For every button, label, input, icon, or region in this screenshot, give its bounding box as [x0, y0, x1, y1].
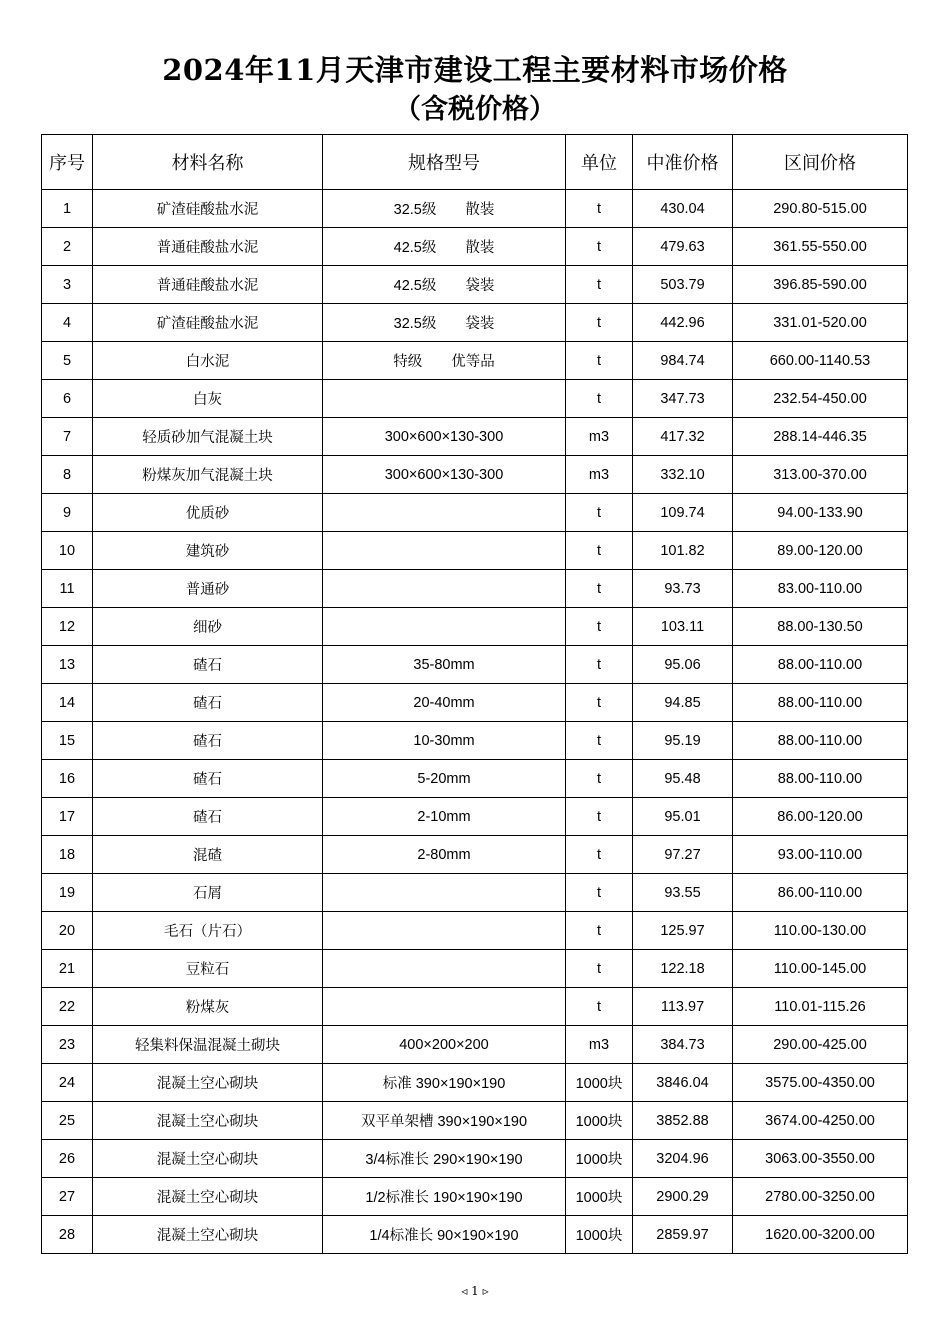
cell-material-name: 混凝土空心砌块	[93, 1216, 323, 1254]
cell-unit: 1000块	[566, 1178, 633, 1216]
cell-unit: m3	[566, 418, 633, 456]
cell-material-name: 粉煤灰加气混凝土块	[93, 456, 323, 494]
cell-range-price: 88.00-110.00	[733, 722, 908, 760]
cell-index: 27	[42, 1178, 93, 1216]
cell-spec	[323, 608, 566, 646]
cell-range-price: 3674.00-4250.00	[733, 1102, 908, 1140]
cell-spec: 2-80mm	[323, 836, 566, 874]
table-row	[42, 266, 908, 304]
table-row	[42, 342, 908, 380]
cell-spec	[323, 532, 566, 570]
cell-material-name: 豆粒石	[93, 950, 323, 988]
cell-mid-price: 103.11	[633, 608, 733, 646]
cell-spec: 400×200×200	[323, 1026, 566, 1064]
cell-material-name: 混凝土空心砌块	[93, 1064, 323, 1102]
cell-range-price: 3063.00-3550.00	[733, 1140, 908, 1178]
header-unit: 单位	[566, 135, 633, 190]
cell-material-name: 普通硅酸盐水泥	[93, 228, 323, 266]
table-row	[42, 228, 908, 266]
cell-index: 26	[42, 1140, 93, 1178]
cell-index: 14	[42, 684, 93, 722]
cell-range-price: 89.00-120.00	[733, 532, 908, 570]
cell-unit: t	[566, 304, 633, 342]
page-number: ◃ 1 ▹	[461, 1284, 489, 1298]
cell-index: 15	[42, 722, 93, 760]
cell-index: 12	[42, 608, 93, 646]
cell-spec: 32.5级 袋装	[323, 304, 566, 342]
table-row	[42, 456, 908, 494]
cell-unit: t	[566, 836, 633, 874]
cell-range-price: 1620.00-3200.00	[733, 1216, 908, 1254]
table-row	[42, 532, 908, 570]
cell-spec: 特级 优等品	[323, 342, 566, 380]
cell-material-name: 粉煤灰	[93, 988, 323, 1026]
cell-unit: t	[566, 494, 633, 532]
cell-mid-price: 95.19	[633, 722, 733, 760]
cell-material-name: 矿渣硅酸盐水泥	[93, 304, 323, 342]
cell-index: 4	[42, 304, 93, 342]
cell-range-price: 361.55-550.00	[733, 228, 908, 266]
table-row	[42, 380, 908, 418]
cell-unit: t	[566, 190, 633, 228]
cell-range-price: 86.00-120.00	[733, 798, 908, 836]
cell-spec	[323, 494, 566, 532]
table-row	[42, 988, 908, 1026]
page-title: 2024年11月天津市建设工程主要材料市场价格	[162, 53, 788, 87]
cell-mid-price: 125.97	[633, 912, 733, 950]
cell-index: 21	[42, 950, 93, 988]
cell-material-name: 毛石（片石）	[93, 912, 323, 950]
cell-spec	[323, 570, 566, 608]
table-row	[42, 304, 908, 342]
cell-index: 18	[42, 836, 93, 874]
table-row	[42, 836, 908, 874]
cell-material-name: 轻集料保温混凝土砌块	[93, 1026, 323, 1064]
cell-index: 7	[42, 418, 93, 456]
cell-spec: 标准 390×190×190	[323, 1064, 566, 1102]
cell-spec: 3/4标准长 290×190×190	[323, 1140, 566, 1178]
table-row	[42, 1178, 908, 1216]
cell-index: 6	[42, 380, 93, 418]
cell-spec: 32.5级 散装	[323, 190, 566, 228]
cell-index: 16	[42, 760, 93, 798]
cell-range-price: 110.00-145.00	[733, 950, 908, 988]
cell-mid-price: 332.10	[633, 456, 733, 494]
cell-index: 3	[42, 266, 93, 304]
cell-mid-price: 3204.96	[633, 1140, 733, 1178]
cell-mid-price: 94.85	[633, 684, 733, 722]
cell-spec: 20-40mm	[323, 684, 566, 722]
cell-spec: 300×600×130-300	[323, 456, 566, 494]
cell-spec: 双平单架槽 390×190×190	[323, 1102, 566, 1140]
cell-mid-price: 430.04	[633, 190, 733, 228]
header-mid-price: 中准价格	[633, 135, 733, 190]
cell-range-price: 94.00-133.90	[733, 494, 908, 532]
cell-range-price: 660.00-1140.53	[733, 342, 908, 380]
cell-material-name: 混凝土空心砌块	[93, 1102, 323, 1140]
header-spec: 规格型号	[323, 135, 566, 190]
cell-range-price: 93.00-110.00	[733, 836, 908, 874]
cell-material-name: 白水泥	[93, 342, 323, 380]
cell-index: 5	[42, 342, 93, 380]
cell-mid-price: 442.96	[633, 304, 733, 342]
cell-material-name: 石屑	[93, 874, 323, 912]
table-row	[42, 798, 908, 836]
cell-index: 1	[42, 190, 93, 228]
cell-material-name: 碴石	[93, 646, 323, 684]
cell-range-price: 232.54-450.00	[733, 380, 908, 418]
cell-material-name: 普通砂	[93, 570, 323, 608]
cell-range-price: 110.00-130.00	[733, 912, 908, 950]
table-row	[42, 608, 908, 646]
cell-material-name: 混凝土空心砌块	[93, 1178, 323, 1216]
cell-mid-price: 122.18	[633, 950, 733, 988]
cell-unit: t	[566, 380, 633, 418]
cell-mid-price: 3852.88	[633, 1102, 733, 1140]
cell-spec: 300×600×130-300	[323, 418, 566, 456]
header-range-price: 区间价格	[733, 135, 908, 190]
cell-unit: 1000块	[566, 1216, 633, 1254]
cell-material-name: 优质砂	[93, 494, 323, 532]
cell-index: 25	[42, 1102, 93, 1140]
cell-material-name: 混凝土空心砌块	[93, 1140, 323, 1178]
cell-index: 24	[42, 1064, 93, 1102]
cell-spec: 35-80mm	[323, 646, 566, 684]
cell-spec: 1/2标准长 190×190×190	[323, 1178, 566, 1216]
cell-range-price: 288.14-446.35	[733, 418, 908, 456]
cell-unit: t	[566, 874, 633, 912]
cell-material-name: 碴石	[93, 684, 323, 722]
cell-material-name: 建筑砂	[93, 532, 323, 570]
cell-range-price: 83.00-110.00	[733, 570, 908, 608]
cell-index: 13	[42, 646, 93, 684]
price-table	[41, 134, 908, 1254]
cell-range-price: 396.85-590.00	[733, 266, 908, 304]
table-row	[42, 1102, 908, 1140]
table-row	[42, 190, 908, 228]
cell-unit: t	[566, 912, 633, 950]
cell-range-price: 2780.00-3250.00	[733, 1178, 908, 1216]
cell-mid-price: 984.74	[633, 342, 733, 380]
cell-range-price: 3575.00-4350.00	[733, 1064, 908, 1102]
table-row	[42, 1026, 908, 1064]
cell-range-price: 313.00-370.00	[733, 456, 908, 494]
table-row	[42, 1064, 908, 1102]
cell-mid-price: 95.06	[633, 646, 733, 684]
table-body	[42, 190, 908, 1254]
cell-spec	[323, 874, 566, 912]
cell-mid-price: 95.01	[633, 798, 733, 836]
cell-unit: t	[566, 608, 633, 646]
cell-index: 11	[42, 570, 93, 608]
cell-unit: 1000块	[566, 1102, 633, 1140]
cell-range-price: 88.00-110.00	[733, 684, 908, 722]
cell-mid-price: 3846.04	[633, 1064, 733, 1102]
cell-unit: t	[566, 798, 633, 836]
table-row	[42, 570, 908, 608]
table-row	[42, 1216, 908, 1254]
cell-spec	[323, 912, 566, 950]
header-name: 材料名称	[93, 135, 323, 190]
cell-index: 17	[42, 798, 93, 836]
cell-material-name: 矿渣硅酸盐水泥	[93, 190, 323, 228]
cell-mid-price: 503.79	[633, 266, 733, 304]
cell-unit: 1000块	[566, 1140, 633, 1178]
cell-spec: 42.5级 袋装	[323, 266, 566, 304]
cell-mid-price: 113.97	[633, 988, 733, 1026]
cell-index: 19	[42, 874, 93, 912]
table-row	[42, 950, 908, 988]
cell-mid-price: 95.48	[633, 760, 733, 798]
cell-mid-price: 2900.29	[633, 1178, 733, 1216]
cell-material-name: 白灰	[93, 380, 323, 418]
cell-material-name: 碴石	[93, 760, 323, 798]
cell-unit: m3	[566, 456, 633, 494]
cell-unit: 1000块	[566, 1064, 633, 1102]
header-index: 序号	[42, 135, 93, 190]
page-subtitle: （含税价格）	[394, 94, 556, 125]
cell-material-name: 碴石	[93, 722, 323, 760]
table-header-row	[42, 135, 908, 190]
cell-unit: t	[566, 684, 633, 722]
cell-spec: 1/4标准长 90×190×190	[323, 1216, 566, 1254]
cell-spec	[323, 950, 566, 988]
table-row	[42, 912, 908, 950]
cell-material-name: 碴石	[93, 798, 323, 836]
table-row	[42, 684, 908, 722]
cell-unit: t	[566, 228, 633, 266]
cell-unit: t	[566, 950, 633, 988]
cell-index: 10	[42, 532, 93, 570]
cell-unit: t	[566, 342, 633, 380]
cell-spec: 2-10mm	[323, 798, 566, 836]
table-row	[42, 874, 908, 912]
table-row	[42, 494, 908, 532]
cell-unit: t	[566, 266, 633, 304]
cell-index: 8	[42, 456, 93, 494]
cell-spec: 42.5级 散装	[323, 228, 566, 266]
cell-range-price: 88.00-110.00	[733, 760, 908, 798]
table-row	[42, 1140, 908, 1178]
cell-unit: t	[566, 988, 633, 1026]
cell-range-price: 331.01-520.00	[733, 304, 908, 342]
cell-index: 2	[42, 228, 93, 266]
cell-range-price: 110.01-115.26	[733, 988, 908, 1026]
cell-material-name: 普通硅酸盐水泥	[93, 266, 323, 304]
cell-unit: t	[566, 532, 633, 570]
cell-mid-price: 101.82	[633, 532, 733, 570]
table-row	[42, 722, 908, 760]
cell-mid-price: 417.32	[633, 418, 733, 456]
cell-unit: t	[566, 760, 633, 798]
cell-mid-price: 347.73	[633, 380, 733, 418]
cell-mid-price: 384.73	[633, 1026, 733, 1064]
cell-range-price: 86.00-110.00	[733, 874, 908, 912]
cell-material-name: 细砂	[93, 608, 323, 646]
cell-index: 22	[42, 988, 93, 1026]
table-row	[42, 646, 908, 684]
cell-spec	[323, 988, 566, 1026]
cell-unit: m3	[566, 1026, 633, 1064]
cell-range-price: 290.00-425.00	[733, 1026, 908, 1064]
cell-index: 23	[42, 1026, 93, 1064]
table-row	[42, 418, 908, 456]
cell-mid-price: 109.74	[633, 494, 733, 532]
cell-mid-price: 97.27	[633, 836, 733, 874]
cell-material-name: 混碴	[93, 836, 323, 874]
table-row	[42, 760, 908, 798]
cell-index: 9	[42, 494, 93, 532]
cell-spec: 5-20mm	[323, 760, 566, 798]
cell-mid-price: 93.55	[633, 874, 733, 912]
cell-unit: t	[566, 646, 633, 684]
cell-spec: 10-30mm	[323, 722, 566, 760]
cell-range-price: 88.00-130.50	[733, 608, 908, 646]
cell-index: 28	[42, 1216, 93, 1254]
cell-mid-price: 479.63	[633, 228, 733, 266]
cell-range-price: 88.00-110.00	[733, 646, 908, 684]
cell-mid-price: 2859.97	[633, 1216, 733, 1254]
cell-material-name: 轻质砂加气混凝土块	[93, 418, 323, 456]
cell-range-price: 290.80-515.00	[733, 190, 908, 228]
cell-index: 20	[42, 912, 93, 950]
cell-spec	[323, 380, 566, 418]
cell-mid-price: 93.73	[633, 570, 733, 608]
cell-unit: t	[566, 570, 633, 608]
cell-unit: t	[566, 722, 633, 760]
